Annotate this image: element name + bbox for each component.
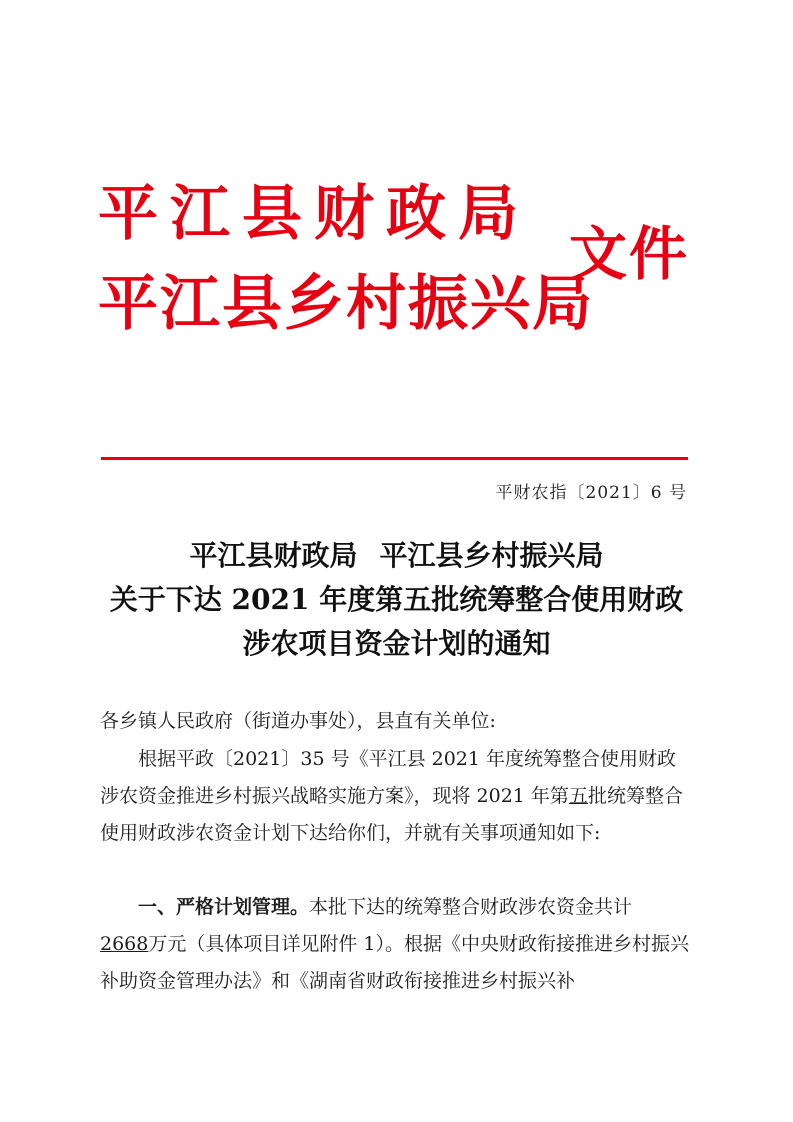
paragraph-basis	[100, 741, 690, 852]
red-divider-line	[101, 457, 688, 460]
salutation: 各乡镇人民政府（街道办事处），县直有关单位:	[100, 710, 496, 732]
title-line-2: 关于下达 2021 年度第五批统筹整合使用财政	[109, 583, 684, 616]
issuer-finance-bureau: 平江县财政局	[98, 179, 530, 249]
title-line-1	[60, 534, 733, 578]
para2-text-after: 万元（具体项目详见附件 1）。根据《中央财政衔接推进乡村振兴补助资金管理办法》和《湖南省财政衔接推进乡村振兴补	[100, 933, 689, 992]
batch-number: 五	[568, 785, 588, 807]
para1-text-after: 批统筹整合使用财政涉农资金计划下达给你们，并就有关事项通知如下:	[100, 785, 683, 844]
title-line-3: 涉农项目资金计划的通知	[242, 627, 551, 660]
issuer-rural-revitalization-bureau: 平江县乡村振兴局	[98, 269, 594, 339]
paragraph-plan-management	[100, 889, 690, 1000]
document-number: 平财农指〔2021〕6 号	[495, 483, 687, 503]
fund-amount: 2668	[100, 933, 149, 955]
title-issuer-1: 平江县财政局	[189, 539, 358, 572]
section-heading: 一、严格计划管理。	[138, 896, 310, 918]
document-type-label: 文件	[569, 220, 690, 288]
para2-text-before: 本批下达的统筹整合财政涉农资金共计	[309, 896, 633, 918]
para1-text-before: 根据平政〔2021〕35 号《平江县 2021 年度统筹整合使用财政涉农资金推进乡村振兴战略实施方案》，现将 2021 年第	[100, 748, 677, 807]
title-issuer-2: 平江县乡村振兴局	[379, 539, 604, 572]
